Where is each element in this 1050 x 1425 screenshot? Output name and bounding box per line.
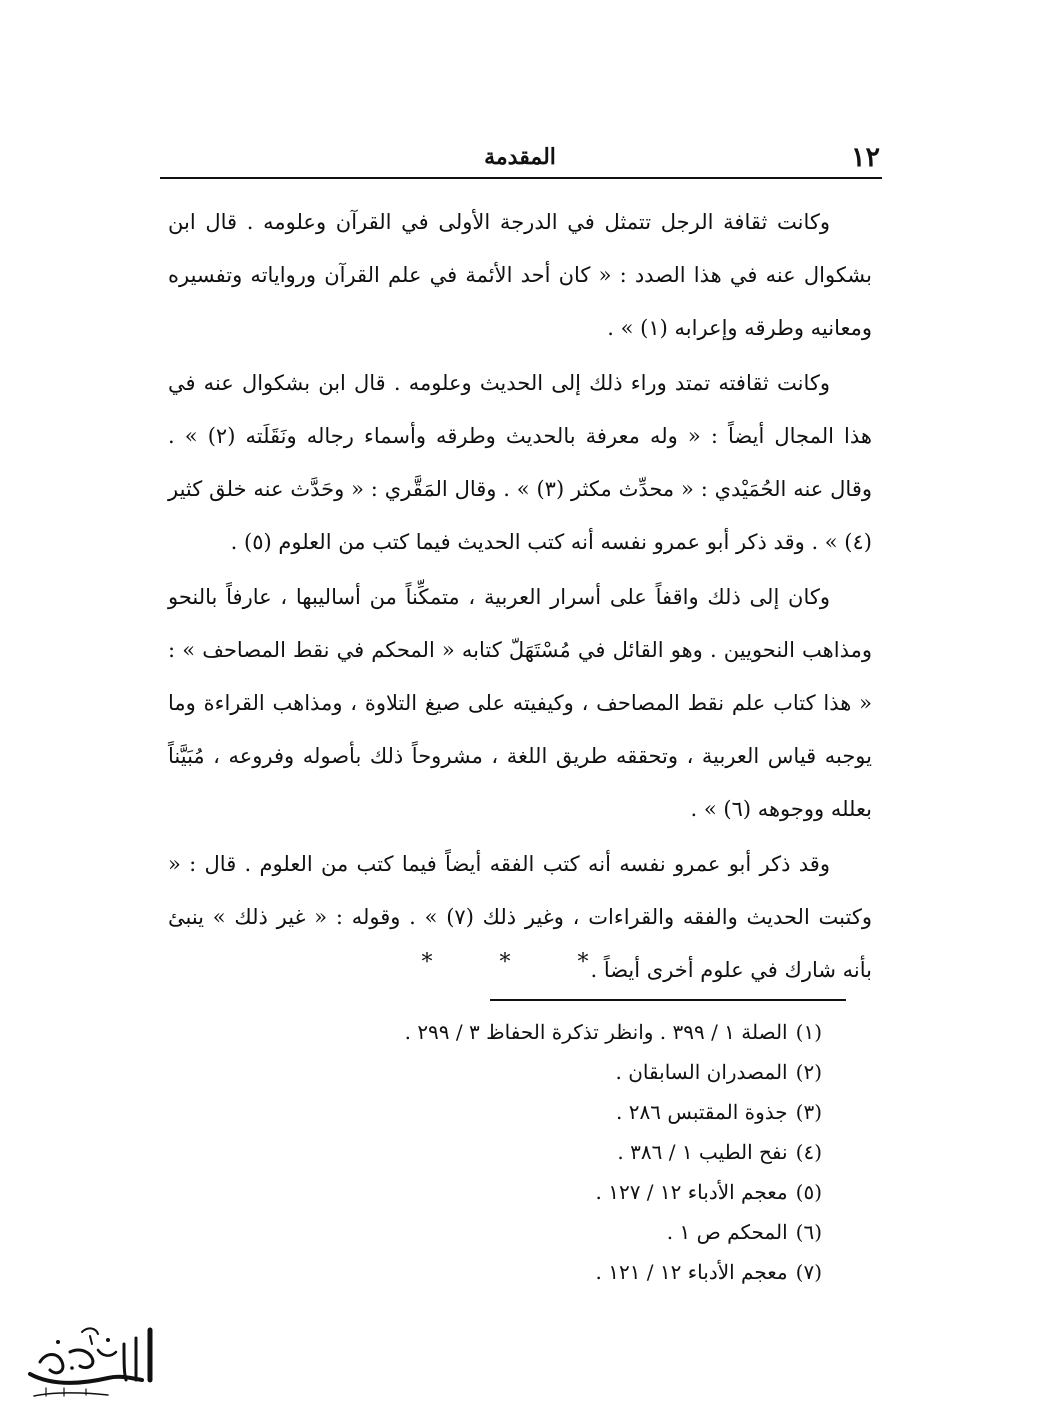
calligraphy-stamp-icon [12,1322,162,1404]
footnote-text: جذوة المقتبس ٢٨٦ . [616,1100,788,1124]
page-number: ١٢ [850,142,880,173]
paragraph-1: وكانت ثقافة الرجل تتمثل في الدرجة الأولى في القرآن وعلومه . قال ابن بشكوال عنه في هذا الصدد : « كان أحد الأئمة في علم القرآن ورواياته وتفسيره ومعانيه وطرقه وإعرابه (١) » . [168,210,872,340]
section-separator: * * * [421,950,619,975]
footnote-2 [300,1052,822,1092]
footnote-4 [300,1132,822,1172]
footnote-text: معجم الأدباء ١٢ / ١٢٧ . [595,1180,788,1204]
footnote-text: معجم الأدباء ١٢ / ١٢١ . [595,1260,788,1284]
footnote-6 [300,1212,822,1252]
footnote-rule [490,999,846,1001]
footnote-1 [300,1012,822,1052]
footnote-marker: (١) [795,1020,822,1044]
page-header [160,140,880,180]
footnotes-list [300,1012,822,1292]
paragraph-4: وقد ذكر أبو عمرو نفسه أنه كتب الفقه أيضاً فيما كتب من العلوم . قال : « وكتبت الحديث والفقه والقراءات ، وغير ذلك (٧) » . وقوله : « غير ذلك » ينبئ بأنه شارك في علوم أخرى أيضاً . [168,852,872,982]
footnote-marker: (٥) [795,1180,822,1204]
running-title: المقدمة [484,144,556,170]
footnote-marker: (٢) [795,1060,822,1084]
footnote-3 [300,1092,822,1132]
footnote-text: المصدران السابقان . [615,1060,788,1084]
footnote-marker: (٦) [795,1220,822,1244]
footnote-text: نفح الطيب ١ / ٣٨٦ . [617,1140,788,1164]
footnote-text: الصلة ١ / ٣٩٩ . وانظر تذكرة الحفاظ ٣ / ٢٩٩ . [404,1020,788,1044]
footnote-marker: (٤) [795,1140,822,1164]
body-text [168,196,872,999]
footnote-text: المحكم ص ١ . [666,1220,788,1244]
footnote-marker: (٣) [795,1100,822,1124]
paragraph-3: وكان إلى ذلك واقفاً على أسرار العربية ، متمكِّناً من أساليبها ، عارفاً بالنحو ومذاهب النحويين . وهو القائل في مُسْتَهَلّ كتابه « المحكم في نقط المصاحف » : « هذا كتاب علم نقط المصاحف ، وكيفيته على صيغ التلاوة ، ومذاهب القراءة وما يوجبه قياس العربية ، وتحققه طريق اللغة ، مشروحاً ذلك بأصوله وفروعه ، مُبَيَّناً بعلله ووجوهه (٦) » . [168,585,872,821]
paragraph-2: وكانت ثقافته تمتد وراء ذلك إلى الحديث وعلومه . قال ابن بشكوال عنه في هذا المجال أيضاً : « وله معرفة بالحديث وطرقه وأسماء رجاله ونَقَلَته (٢) » . وقال عنه الحُمَيْدي : « محدِّث مكثر (٣) » . وقال المَقَّري : « وحَدَّث عنه خلق كثير (٤) » . وقد ذكر أبو عمرو نفسه أنه كتب الحديث فيما كتب من العلوم (٥) . [168,371,872,554]
header-rule [160,177,882,179]
footnote-marker: (٧) [795,1260,822,1284]
footnote-7 [300,1252,822,1292]
footnote-5 [300,1172,822,1212]
